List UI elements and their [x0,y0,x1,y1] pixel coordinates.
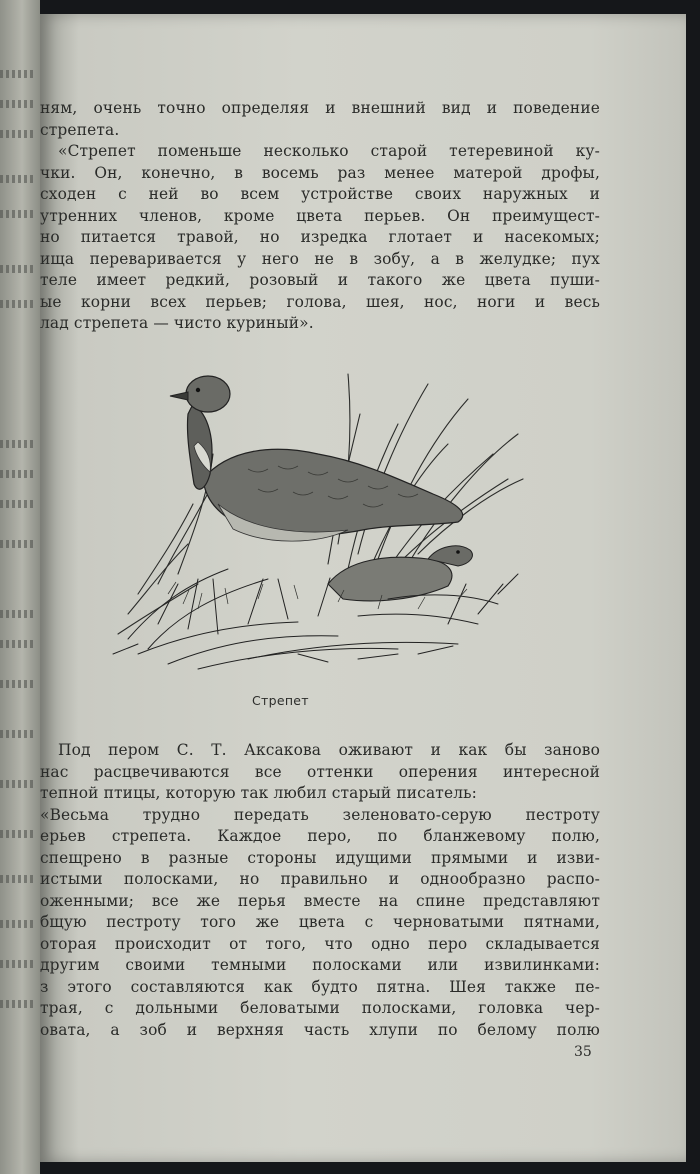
text-block-bottom [40,740,600,1041]
text-line: трая, с дольными беловатыми полосками, головка чер- [40,999,600,1017]
text-line: ерьев стрепета. Каждое перо, по бланжевому полю, [40,827,600,845]
page-number: 35 [574,1044,592,1060]
bird-illustration [98,354,528,684]
text-line: истыми полосками, но правильно и однообразно распо- [40,870,600,888]
text-line: лад стрепета — чисто куриный». [40,314,314,332]
text-line: овата, а зоб и верхняя часть хлупи по белому полю [40,1020,600,1039]
text-line: ища переваривается у него не в зобу, а в желудке; пух [40,249,600,268]
text-line: оторая происходит от того, что одно перо складывается [40,934,600,953]
text-line: сходен с ней во всем устройстве своих наружных и [40,185,600,203]
text-line: нас расцвечиваются все оттенки оперения интересной [40,762,600,781]
text-line: оженными; все же перья вместе на спине представляют [40,891,600,910]
text-line: спещрено в разные стороны идущими прямыми и изви- [40,848,600,867]
previous-page-edge [0,0,40,1174]
text-line: теле имеет редкий, розовый и такого же цвета пуши- [40,271,600,289]
text-line: Под пером С. Т. Аксакова оживают и как бы заново [58,741,600,759]
book-page [40,14,686,1162]
text-line: чки. Он, конечно, в восемь раз менее матерой дрофы, [40,163,600,182]
text-line: но питается травой, но изредка глотает и насекомых; [40,228,600,246]
text-line: утренних членов, кроме цвета перьев. Он преимущест- [40,206,600,225]
text-line: «Весьма трудно передать зеленовато-серую пестроту [40,805,600,824]
text-line: ые корни всех перьев; голова, шея, нос, ноги и весь [40,292,600,311]
figure-caption: Стрепет [252,693,309,708]
text-line: тепной птицы, которую так любил старый писатель: [40,784,477,802]
text-line: ням, очень точно определяя и внешний вид и поведение [40,99,600,117]
text-line: «Стрепет поменьше несколько старой тетеревиной ку- [58,142,600,160]
text-block-top [40,98,600,335]
text-line: другим своими темными полосками или извилинками: [40,956,600,974]
text-line: з этого составляются как будто пятна. Шея также пе- [40,977,600,996]
text-line: стрепета. [40,120,120,139]
text-line: бщую пестроту того же цвета с черноватыми пятнами, [40,913,600,931]
